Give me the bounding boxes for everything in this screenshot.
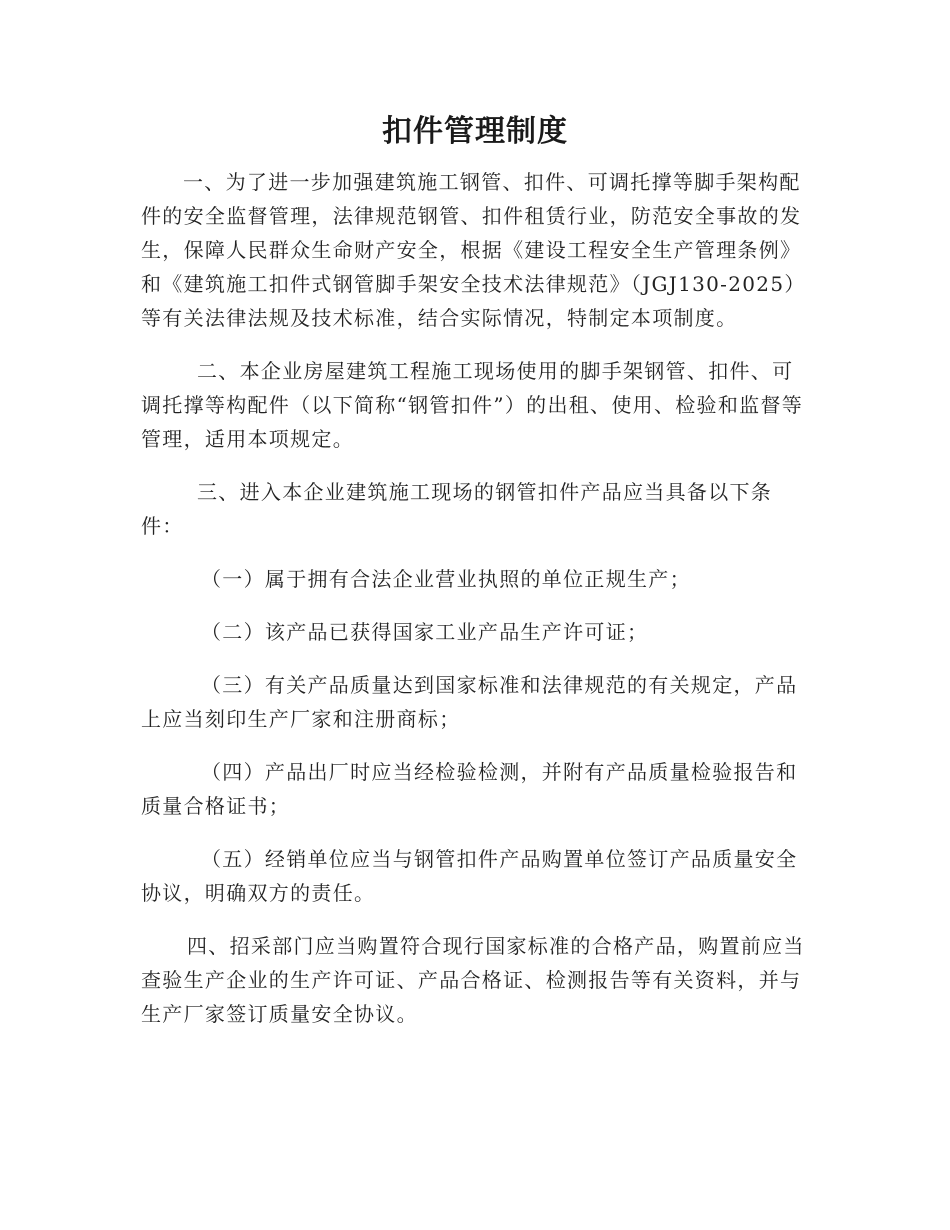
condition-5: （五）经销单位应当与钢管扣件产品购置单位签订产品质量安全协议，明确双方的责任。 <box>141 847 798 905</box>
condition-2: （二）该产品已获得国家工业产品生产许可证； <box>201 620 649 644</box>
paragraph-1: 一、为了进一步加强建筑施工钢管、扣件、可调托撑等脚手架构配件的安全监督管理，法律规范钢管、扣件租赁行业，防范安全事故的发生，保障人民群众生命财产安全，根据《建设工程安全生产管理条例》和《建筑施工扣件式钢管脚手架安全技术法律规范》（JGJ130-2025）等有关法律法规及技术标准，结合实际情况，特制定本项制度。 <box>141 170 806 330</box>
page-title: 扣件管理制度 <box>382 114 568 149</box>
document-body <box>141 165 806 1031</box>
paragraph-2: 二、本企业房屋建筑工程施工现场使用的脚手架钢管、扣件、可调托撑等构配件（以下简称“钢管扣件”）的出租、使用、检验和监督等管理，适用本项规定。 <box>141 359 804 451</box>
paragraph-3: 三、进入本企业建筑施工现场的钢管扣件产品应当具备以下条件： <box>141 480 773 538</box>
condition-3: （三）有关产品质量达到国家标准和法律规范的有关规定，产品上应当刻印生产厂家和注册商标； <box>141 673 798 731</box>
condition-1: （一）属于拥有合法企业营业执照的单位正规生产； <box>201 567 691 591</box>
condition-4: （四）产品出厂时应当经检验检测，并附有产品质量检验报告和质量合格证书； <box>141 760 798 818</box>
paragraph-4: 四、招采部门应当购置符合现行国家标准的合格产品，购置前应当查验生产企业的生产许可证、产品合格证、检测报告等有关资料，并与生产厂家签订质量安全协议。 <box>141 934 805 1026</box>
